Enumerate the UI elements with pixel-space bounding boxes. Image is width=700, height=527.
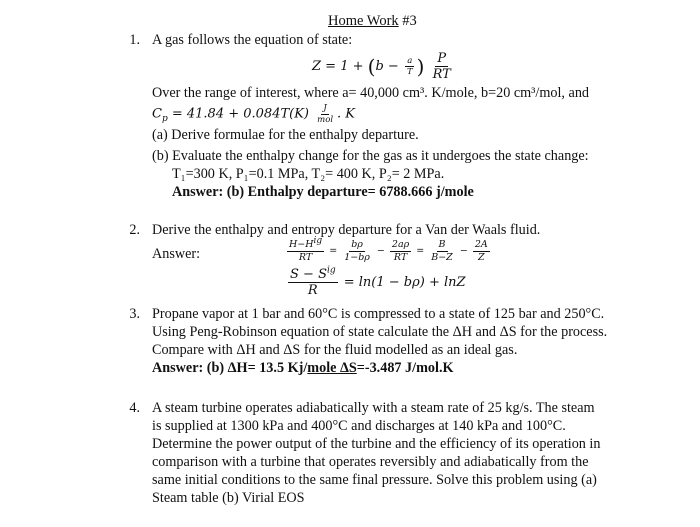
q2-eq1-n3: 2aρ: [391, 239, 410, 250]
q4-number: 4.: [129, 400, 140, 416]
q2-eq1-d1: RT: [298, 251, 313, 263]
q2-eq1-n2: bρ: [351, 239, 363, 250]
q1-eq-T: T: [406, 67, 413, 77]
q2-eq1-d4: B−Z: [431, 251, 453, 263]
q2-eq2-d: R: [307, 283, 318, 298]
q1-part-b: (b) Evaluate the enthalpy change for the gas as it undergoes the state change:: [152, 148, 589, 164]
q2-eq1-d3: RT: [393, 251, 408, 263]
q1-states: T₁=300 K, P₁=0.1 MPa, T₂= 400 K, P₂= 2 MPa.: [172, 166, 445, 182]
title-underlined: Home Work: [328, 13, 399, 29]
q2-eq2: [286, 265, 466, 298]
q3-number: 3.: [129, 306, 140, 322]
q2-eq1: $\frac{H-H^{ig}}{RT}$ = $\frac{b\rho}{1-b\rho}$ − $\frac{2a\rho}{RT}$ = $\frac{B}{B-Z}$ − $\frac{2A}{Z}$: [289, 235, 488, 263]
q1-part-a: (a) Derive formulae for the enthalpy departure.: [152, 127, 419, 143]
q4-line-4: comparison with a turbine that operates reversibly and adiabatically from the: [152, 454, 589, 470]
q2-eq2-n: S − S: [290, 267, 327, 282]
q1-eq-lhs: Z = 1 +: [312, 59, 364, 74]
q3-line-2: Using Peng-Robinson equation of state calculate the ΔH and ΔS for the process.: [152, 324, 608, 340]
title-suffix: #3: [398, 13, 417, 29]
q1-equation: Z = 1 + (b − $\frac{a}{T}$ ) $\frac{P}{RT}$: [312, 51, 451, 82]
q1-answer-text: Answer: (b) Enthalpy departure= 6788.666 j/mole: [172, 184, 474, 200]
q2-eq1-d5: Z: [477, 251, 485, 263]
q2-eq1-n1: H−H: [289, 239, 314, 250]
q3-line-1: Propane vapor at 1 bar and 60°C is compressed to a state of 125 bar and 250°C.: [152, 306, 605, 322]
q1-cp-lhs: C: [152, 106, 162, 122]
q2-number: 2.: [129, 222, 140, 238]
q1-eq-b: b −: [375, 59, 399, 74]
q1-cp-unit-n: J: [323, 103, 327, 113]
q1-cp-unit-d: mol: [317, 114, 334, 125]
q1-number: 1.: [129, 32, 140, 48]
q2-eq2-sup: ig: [326, 265, 336, 276]
q3-ans-post: =-3.487 J/mol.K: [356, 360, 454, 376]
q3-ans-underlined: mole ΔS: [307, 360, 357, 376]
q3-line-3: Compare with ΔH and ΔS for the fluid modelled as an ideal gas.: [152, 342, 518, 358]
q1-eq-a: a: [407, 55, 413, 66]
q2-text: Derive the enthalpy and entropy departure for a Van der Waals fluid.: [152, 222, 541, 238]
q4-line-3: Determine the power output of the turbine and the efficiency of its operation in: [152, 436, 601, 452]
q4-line-1: A steam turbine operates adiabatically with a steam rate of 25 kg/s. The steam: [152, 400, 595, 416]
q1-cp-tail: . K: [337, 106, 356, 122]
q1-intro: A gas follows the equation of state:: [152, 32, 353, 48]
q1-cp-rhs: = 41.84 + 0.084T(K): [167, 106, 309, 122]
q1-answer: [172, 184, 474, 201]
q1-range: Over the range of interest, where a= 40,000 cm³. K/mole, b=20 cm³/mol, and: [152, 85, 590, 101]
page-title: [328, 13, 417, 30]
q4-line-2: is supplied at 1300 kPa and 400°C and discharges at 140 kPa and 100°C.: [152, 418, 566, 434]
q1-eq-RT: RT: [432, 67, 451, 82]
q2-eq1-s1: ig: [313, 235, 323, 246]
q2-eq1-n4: B: [438, 239, 446, 250]
q2-eq2-rhs: = ln(1 − bρ) + lnZ: [343, 275, 466, 290]
q4-line-6: Steam table (b) Virial EOS: [152, 490, 305, 506]
q3-answer: [152, 360, 454, 377]
q3-ans-pre: Answer: (b) ΔH= 13.5 Kj/: [152, 360, 308, 376]
q2-answer-label: Answer:: [152, 246, 201, 262]
q2-eq1-n5: 2A: [474, 239, 488, 250]
q1-cp: [152, 104, 355, 124]
q1-eq-P: P: [437, 51, 447, 66]
q1-cp-sub: p: [161, 114, 168, 125]
q4-line-5: same initial conditions to the same final pressure. Solve this problem using (a): [152, 472, 597, 488]
q2-eq1-d2: 1−bρ: [344, 251, 370, 263]
